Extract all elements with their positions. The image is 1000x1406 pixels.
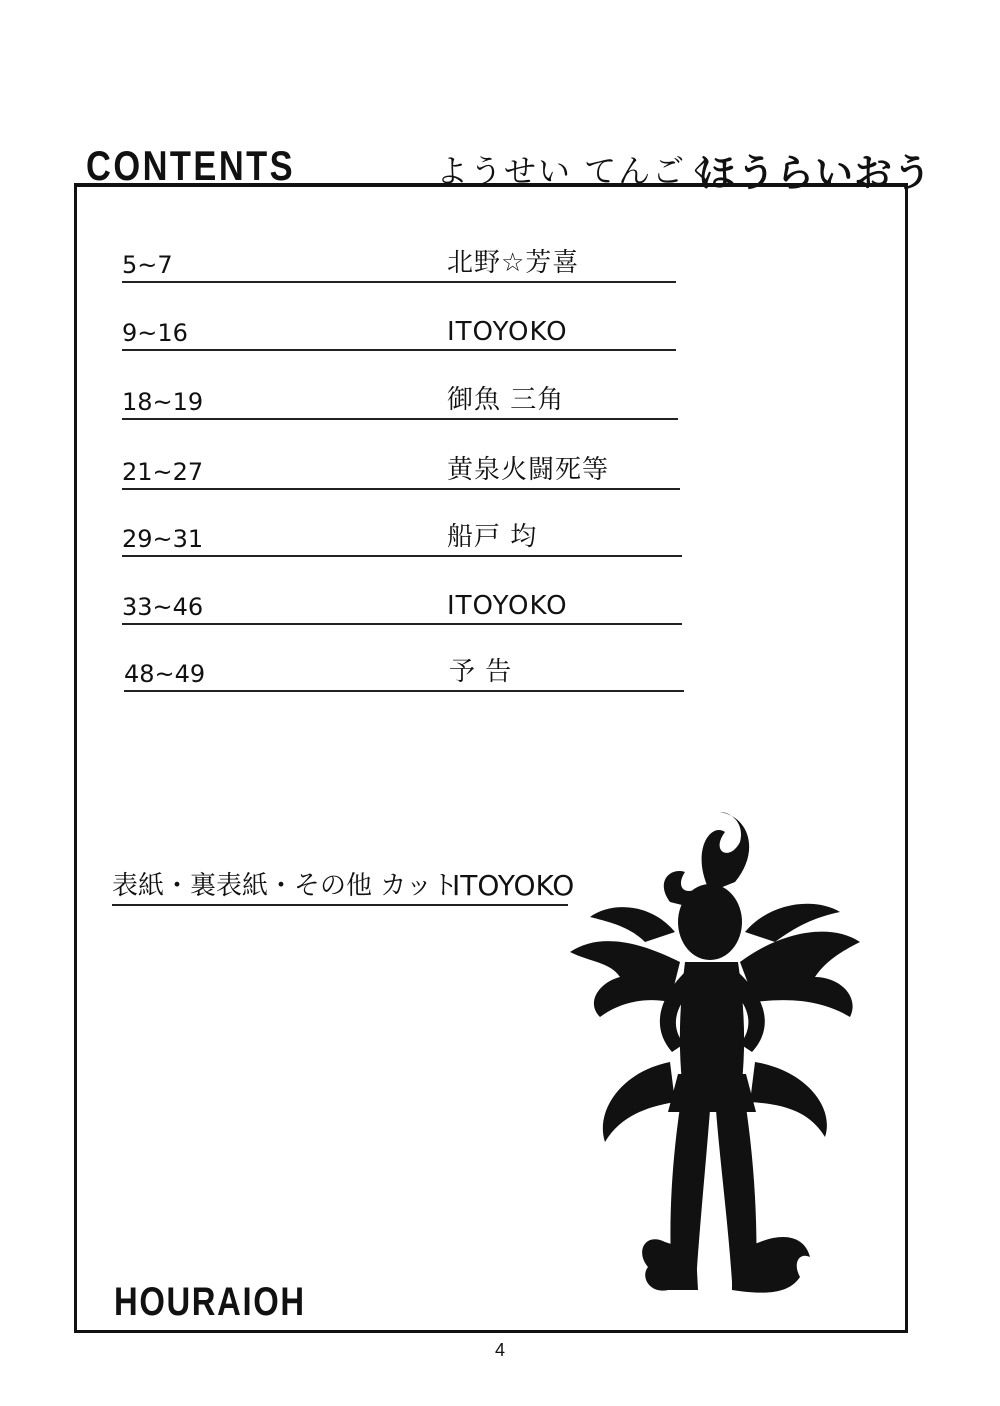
- header-title: CONTENTS: [86, 142, 296, 189]
- row-pages: 18~19: [122, 388, 204, 416]
- row-pages: 33~46: [122, 593, 204, 621]
- contents-row: [122, 311, 676, 351]
- contents-row: [122, 450, 680, 490]
- row-pages: 5~7: [122, 251, 173, 279]
- contents-row: [124, 652, 684, 692]
- row-pages: 48~49: [124, 660, 206, 688]
- page-number: 4: [494, 1340, 505, 1360]
- row-author: ITOYOKO: [447, 591, 568, 621]
- contents-row: [122, 380, 678, 420]
- cover-credit-author: ITOYOKO: [452, 869, 575, 902]
- row-author: 御魚 三角: [447, 385, 565, 415]
- row-author: 予 告: [449, 657, 513, 687]
- row-pages: 9~16: [122, 319, 188, 347]
- contents-row: [122, 585, 682, 625]
- row-author: 北野☆芳喜: [447, 248, 580, 278]
- row-author: 黄泉火闘死等: [447, 455, 610, 485]
- fairy-silhouette-illustration: [560, 812, 890, 1312]
- cover-credit: [112, 866, 575, 906]
- cover-credit-label: 表紙・裏表紙・その他 カット: [112, 871, 459, 901]
- footer-title: HOURAIOH: [114, 1280, 306, 1324]
- header-subtitle: ようせい てんごく: [436, 152, 721, 190]
- row-author: 船戸 均: [447, 522, 538, 552]
- row-pages: 21~27: [122, 458, 204, 486]
- row-author: ITOYOKO: [447, 317, 568, 347]
- row-pages: 29~31: [122, 525, 204, 553]
- contents-row: [122, 243, 676, 283]
- header-name: ほうらいおう: [698, 151, 933, 195]
- contents-row: [122, 517, 682, 557]
